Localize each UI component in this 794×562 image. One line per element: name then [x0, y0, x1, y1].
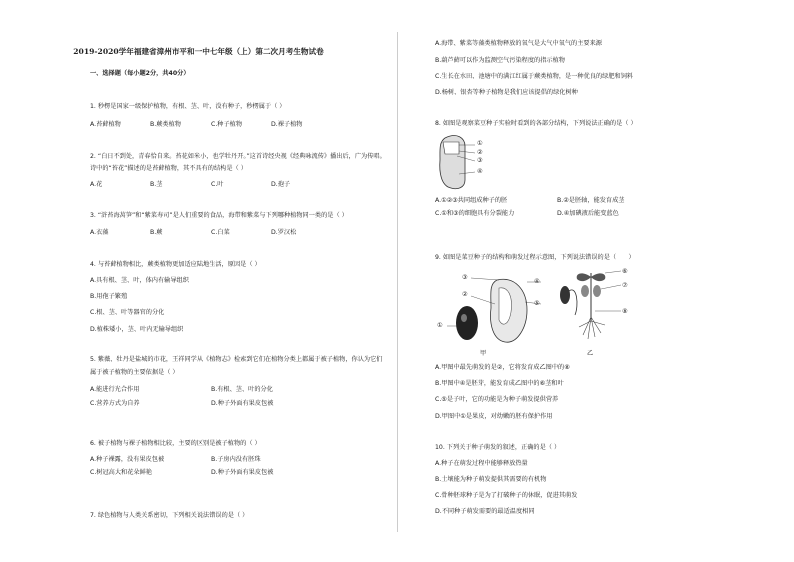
q9-label-6: ⑥ — [622, 268, 628, 275]
q3-option-b: B.蕨 — [150, 229, 163, 236]
q4-option-c: C.根、茎、叶等器官的分化 — [90, 309, 165, 316]
q7-option-c: C.生长在水田、池塘中的满江红属于蕨类植物，是一种优良的绿肥和饲料 — [435, 73, 634, 80]
q1-option-c: C.种子植物 — [211, 121, 243, 128]
q3-option-c: C.白菜 — [211, 229, 230, 236]
q8-label-2: ② — [477, 149, 483, 156]
q8-seed-figure — [435, 132, 495, 192]
q3-stem: 3. “浒苔海莴笋”和“紫菜寿司”是人们重要的食品，海带和紫菜与下列哪种植物同一类的是（ ） — [90, 212, 348, 219]
q8-option-a: A.①②③共同组成种子的胚 — [435, 197, 508, 204]
q9-caption-b: 乙 — [587, 350, 594, 357]
q9-label-5: ⑤ — [534, 300, 540, 307]
q7-option-d: D.杨树、银杏等种子植物是我们应该提倡的绿化树种 — [435, 89, 578, 96]
q5-stem-line1: 5. 紫薇、牡丹是盐城的市花，王祥同学从《植物志》检索到它们在植物分类上都属于被子植物，你认为它们 — [90, 356, 383, 363]
q5-option-d: D.种子外面有果皮包被 — [211, 400, 274, 407]
q5-option-b: B.有根、茎、叶的分化 — [211, 386, 273, 393]
q8-label-1: ① — [477, 140, 483, 147]
q8-stem: 8. 如图是观察菜豆种子实验时看到的各部分结构，下列说法正确的是（ ） — [435, 120, 637, 127]
q10-option-d: D.不同种子萌发需要的最适温度相同 — [435, 508, 535, 515]
q2-stem-line2: 诗中的“苔花”描述的是苔藓植物，其不具有的结构是（ ） — [90, 165, 247, 172]
q9-caption-a: 甲 — [480, 350, 487, 357]
q9-stem: 9. 如图是菜豆种子的结构和萌发过程示意图，下列说法错误的是（ ） — [435, 254, 635, 261]
q7-stem: 7. 绿色植物与人类关系密切，下列相关说法错误的是（ ） — [90, 512, 249, 519]
embryo-part — [443, 142, 459, 154]
q7-option-a: A.海带、紫菜等藻类植物释放的氧气是大气中氧气的主要来源 — [435, 40, 602, 47]
q1-option-a: A.苔藓植物 — [90, 121, 121, 128]
q3-option-d: D.罗汉松 — [271, 229, 297, 236]
q4-option-d: D.植株矮小，茎、叶内无输导组织 — [90, 326, 184, 333]
q5-stem-line2: 属于被子植物的主要依据是（ ） — [90, 369, 179, 376]
q9-option-a: A.甲图中最先萌发的是②，它将发育成乙图中的⑧ — [435, 364, 570, 371]
q2-stem-line1: 2. “白日不到处，青春恰自来。苔花如米小，也学牡丹开。”这首诗经央视《经典咏流传》播出后，广为传唱。 — [90, 153, 386, 160]
q8-option-b: B.②是胚轴，能发育成茎 — [557, 197, 625, 204]
roots — [579, 317, 605, 339]
germinating-seed — [560, 286, 570, 304]
q9-label-2: ② — [462, 291, 468, 298]
column-divider — [397, 32, 398, 532]
q6-option-c: C.树冠高大和花朵鲜艳 — [90, 469, 152, 476]
q6-stem: 6. 被子植物与裸子植物相比较，主要的区别是被子植物的（ ） — [90, 440, 261, 447]
q9-label-3: ③ — [462, 274, 468, 281]
q6-option-b: B.子房内没有胚珠 — [211, 456, 261, 463]
page-title: 2019-2020学年福建省漳州市平和一中七年级（上）第二次月考生物试卷 — [73, 47, 324, 56]
q2-option-b: B.茎 — [150, 181, 163, 188]
q6-option-a: A.种子裸露，没有果皮包被 — [90, 456, 165, 463]
q6-option-d: D.种子外面有果皮包被 — [211, 469, 274, 476]
q9-label-1: ① — [437, 322, 443, 329]
q2-option-d: D.孢子 — [271, 181, 291, 188]
q9-label-7: ⑦ — [622, 282, 628, 289]
q9-label-8: ⑧ — [622, 308, 628, 315]
section-heading: 一、选择题（每小题2分，共40分） — [90, 70, 190, 77]
q2-option-a: A.花 — [90, 181, 103, 188]
q4-option-a: A.具有根、茎、叶，体内有输导组织 — [90, 277, 189, 284]
q4-option-b: B.用孢子繁殖 — [90, 293, 128, 300]
q8-label-3: ③ — [477, 157, 483, 164]
q8-label-4: ④ — [477, 168, 483, 175]
q9-option-c: C.⑤是子叶，它的功能是为种子萌发提供营养 — [435, 396, 559, 403]
whole-seed — [456, 306, 478, 340]
q9-option-d: D.甲图中①是果皮，对幼嫩的胚有保护作用 — [435, 413, 553, 420]
q9-label-4: ④ — [534, 278, 540, 285]
q3-option-a: A.衣藻 — [90, 229, 109, 236]
q5-option-c: C.营养方式为自养 — [90, 400, 140, 407]
q8-option-d: D.④加碘液后能变蓝色 — [557, 210, 619, 217]
q9-option-b: B.甲图中④是胚芽，能发育成乙图中的⑥茎和叶 — [435, 380, 564, 387]
q10-stem: 10. 下列关于种子萌发的叙述，正确的是（ ） — [435, 444, 561, 451]
leaf-left — [577, 273, 591, 281]
q1-stem: 1. 秒楞是国家一级保护植物，有根、茎、叶，没有种子，秒楞属于（ ） — [90, 103, 286, 110]
q8-option-c: C.①和③的细胞具有分裂能力 — [435, 210, 515, 217]
q10-option-c: C.骨种胚球种子是为了打破种子的休眠，促进其萌发 — [435, 492, 578, 499]
q10-option-b: B.土壤能为种子萌发提供其需要的有机物 — [435, 476, 547, 483]
q2-option-c: C.叶 — [211, 181, 224, 188]
q5-option-a: A.能进行光合作用 — [90, 386, 140, 393]
q7-option-b: B.葫芦藓可以作为监测空气污染程度的指示植物 — [435, 57, 565, 64]
leaf-right — [591, 273, 605, 281]
q1-option-b: B.蕨类植物 — [150, 121, 181, 128]
q4-stem: 4. 与苔藓植物相比，蕨类植物更加适应陆地生活，原因是（ ） — [90, 261, 261, 268]
q9-figure-b — [555, 265, 635, 347]
q10-option-a: A.种子在萌发过程中能够释放热量 — [435, 460, 528, 467]
q1-option-d: D.裸子植物 — [271, 121, 303, 128]
